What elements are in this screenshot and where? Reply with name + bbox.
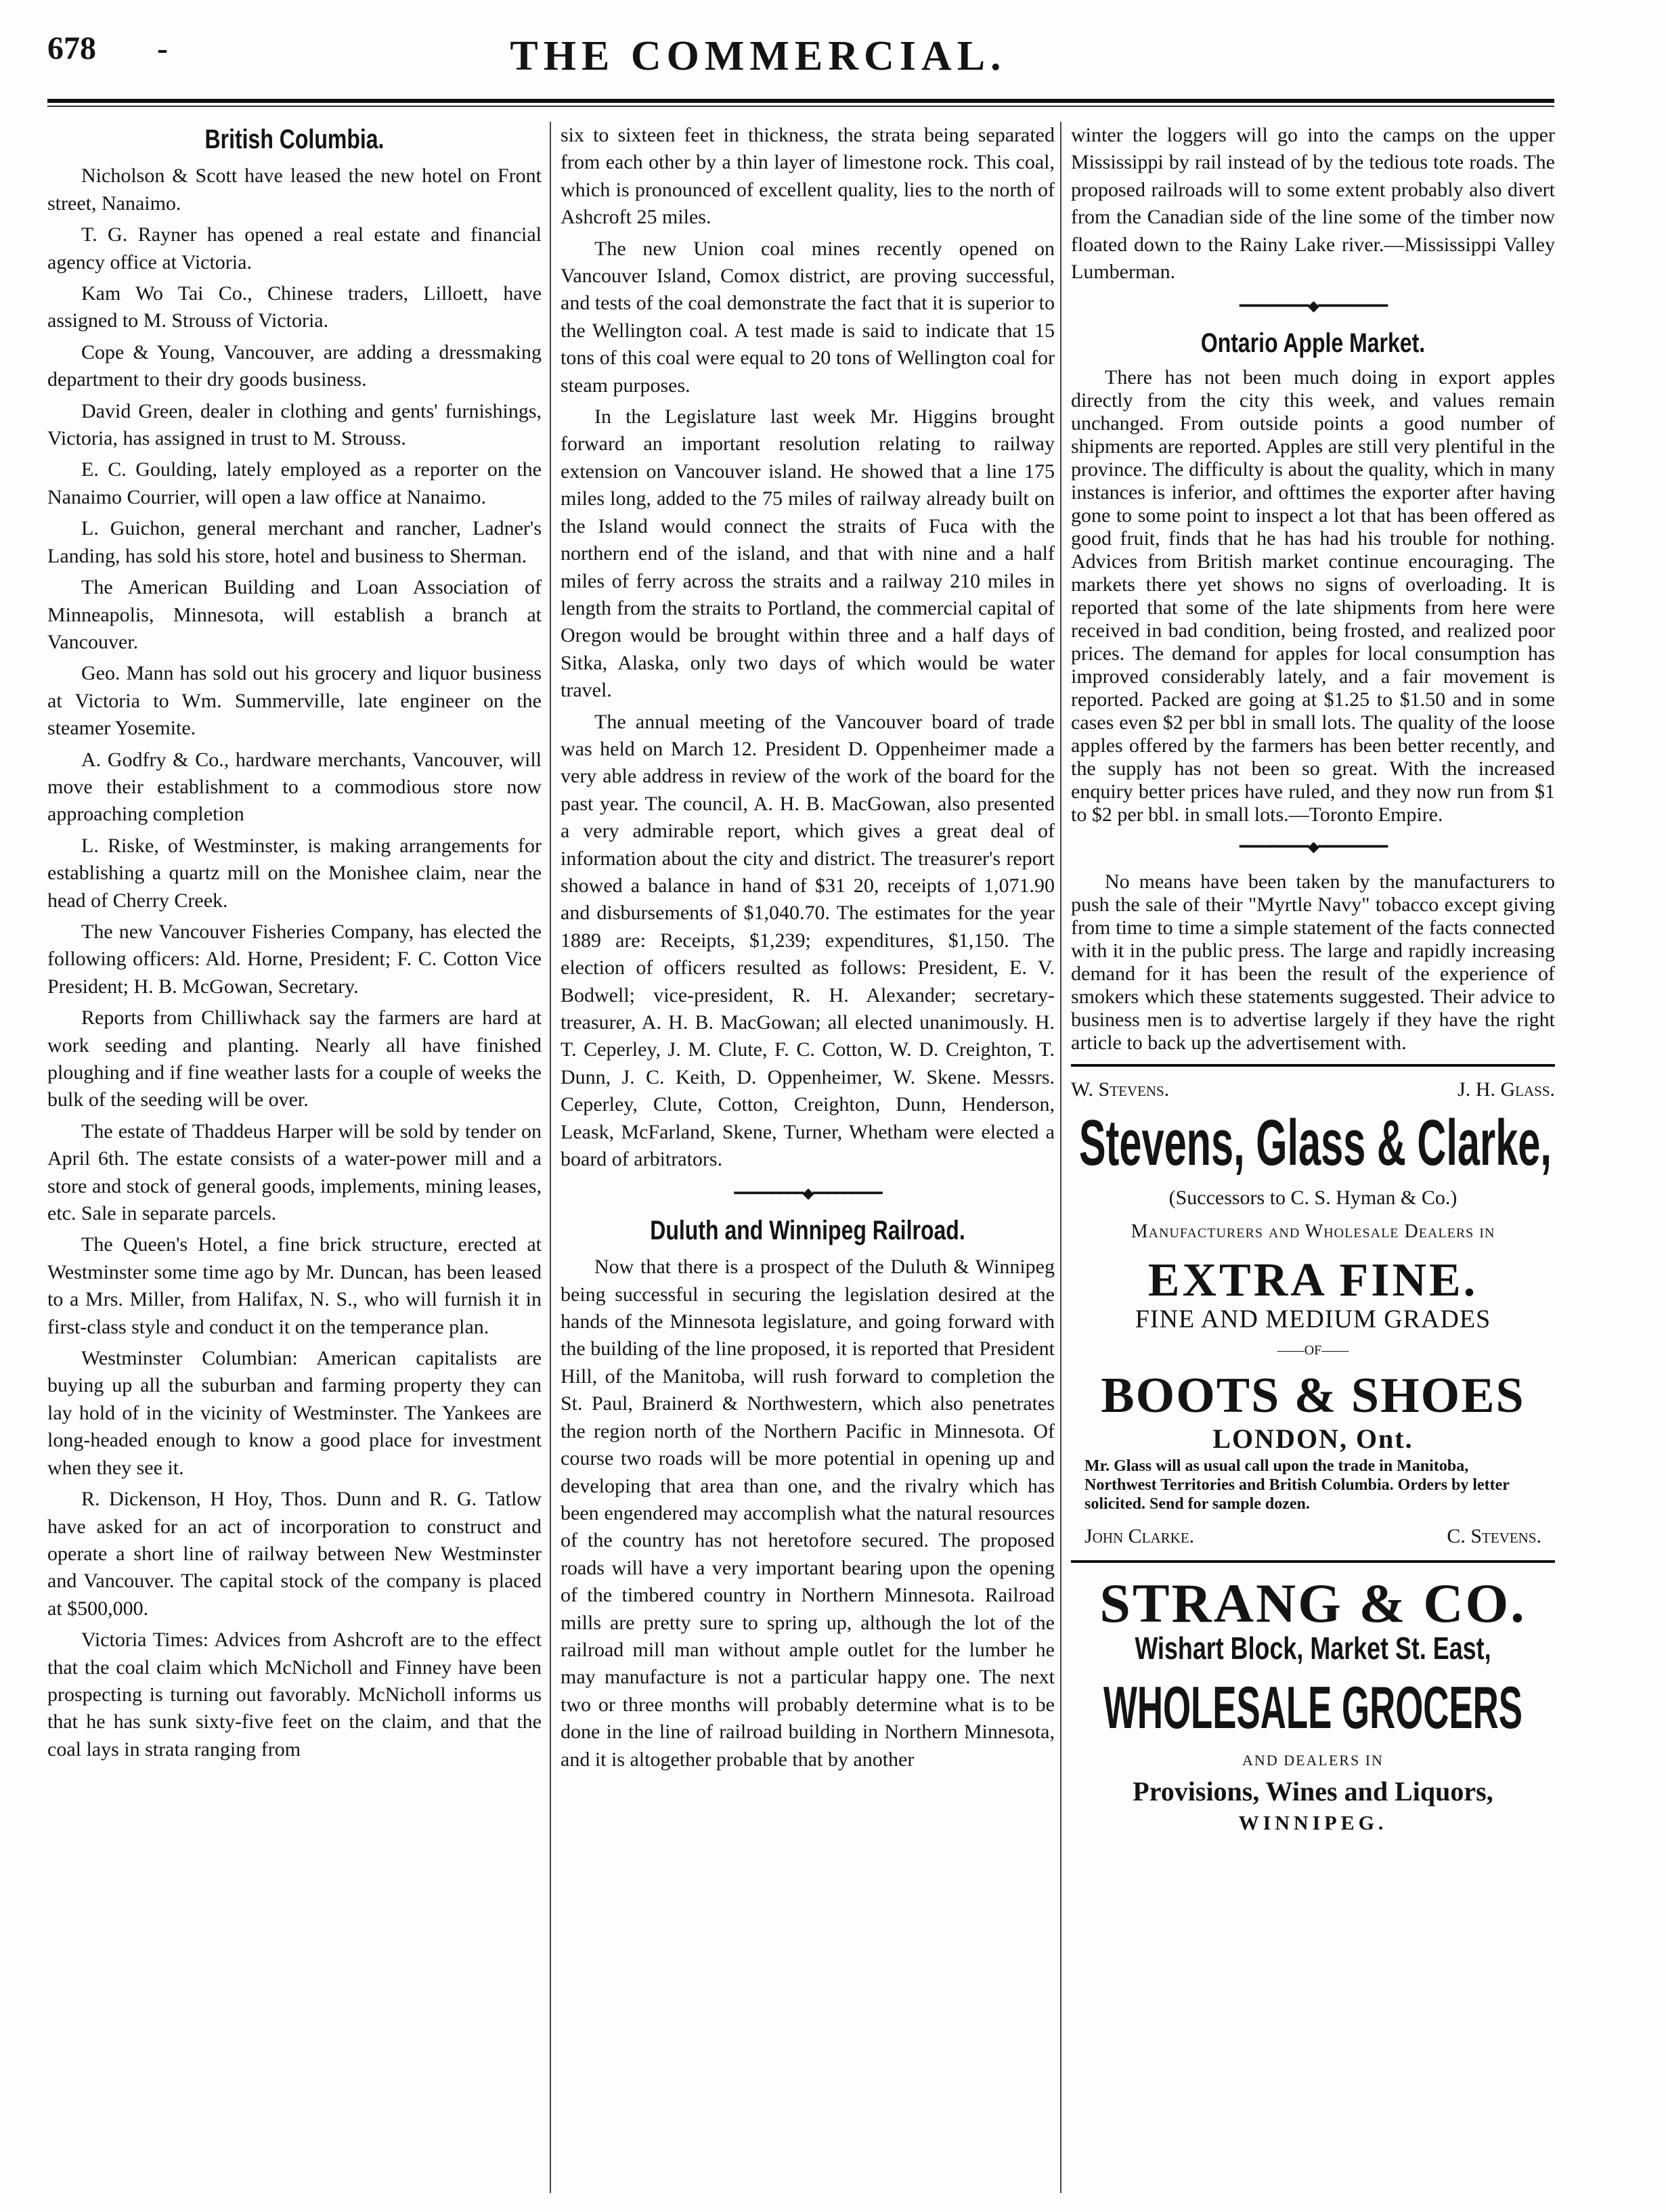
article-paragraph: The new Union coal mines recently opened on Vancouver Island, Comox district, are proving successful, and tests of the coal demonstrate the fact that it is superior to the Wellington coal. A test made is said to indicate that 15 tons of this coal were equal to 20 tons of Wellington coal for steam purposes. [561, 237, 1055, 397]
section-heading: Ontario Apple Market. [1200, 328, 1426, 358]
article-paragraph: Nicholson & Scott have leased the new hotel on Front street, Nanaimo. [47, 164, 542, 215]
article-paragraph: The annual meeting of the Vancouver board of trade was held on March 12. President D. Oppenheimer made a very able address in review of the work of the board for the past year. The council, A. H. B. MacGowan, also presented a very admirable report, which gives a great deal of information about the city and district. The treasurer's report showed a balance in hand of $31 20, receipts of 1,071.90 and disbursements of $1,040.70. The estimates for the year 1889 are: Receipts, $1,239; expenditures, $1,150. The election of officers resulted as follows: President, E. V. Bodwell; vice-president, R. H. Alexander; secretary-treasurer, A. H. B. MacGowan; all elected unanimously. H. T. Ceperley, J. M. Clute, F. C. Cotton, W. D. Creighton, T. Dunn, J. C. Keith, D. Oppenheimer, W. Skene. Messrs. Ceperley, Clute, Cotton, Creighton, Dunn, Henderson, Leask, McFarland, Skene, Turner, Whetham were elected a board of arbitrators. [561, 710, 1055, 1171]
ad-dealers: AND DEALERS IN [1242, 1751, 1384, 1769]
article-paragraph: No means have been taken by the manufacturers to push the sale of their "Myrtle Navy" tobacco except giving from time to time a simple statement of the facts connected with it in the public press. The large and rapidly increasing demand for it has been the result of the experience of smokers which these statements suggested. Their advice to business men is to advertise largely if they have the right article to back up the advertisement with. [1071, 870, 1555, 1054]
article-paragraph: winter the loggers will go into the camps on the upper Mississippi by rail instead of by the tedious tote roads. The proposed railroads will to some extent probably also divert from the Canadian side of the line some of the timber now floated down to the Rainy Lake river.—Mississippi Valley Lumberman. [1071, 124, 1555, 284]
ad-city: WINNIPEG. [1238, 1811, 1388, 1834]
section-ornament: ━━━━━━━━━◆━━━━━━━━━ [734, 1185, 881, 1202]
ad-successors: (Successors to C. S. Hyman & Co.) [1168, 1187, 1457, 1210]
article-paragraph: In the Legislature last week Mr. Higgins brought forward an important resolution relating to railway extension on Vancouver island. He showed that a line 175 miles long, added to the 75 miles of railway already built on the Island would connect the straits of Fuca with the northern end of the island, and that with nine and a half miles of ferry across the straits and a railway 210 miles in length from the straits to Portland, the commercial capital of Oregon would be brought within three and a half days of Sitka, Alaska, only two days of which would be water travel. [561, 405, 1055, 702]
article-paragraph: L. Riske, of Westminster, is making arrangements for establishing a quartz mill on the Monishee claim, near the head of Cherry Creek. [47, 834, 542, 912]
section-ornament: ━━━━━━━━━◆━━━━━━━━━ [1239, 838, 1387, 856]
article-paragraph: Now that there is a prospect of the Duluth & Winnipeg being successful in securing the legislation desired at the hands of the Minnesota legislature, and going forward with the building of the line proposed, it is reported that President Hill, of the Manitoba, will rush forward to completion the St. Paul, Brainerd & Northwestern, which also penetrates the region north of the Northern Pacific in Minnesota. Of course two roads will be more potential in opening up and developing that area than one, and the rivalry which has been engendered may accomplish what the natural resources of the country has not heretofore secured. The proposed roads will have a very important bearing upon the opening of the timbered country in Northern Minnesota. Railroad mills are pretty sure to spring up, although the lot of the railroad mill man without ample outlet for the lumber he may manufacture is not a particular happy one. The next two or three months will probably determine what is to be done in the line of railroad building in Northern Minnesota, and it is altogether probable that by another [561, 1256, 1055, 1771]
page-dash: - [157, 30, 168, 66]
ad-rule [1071, 1064, 1555, 1067]
article-paragraph: The American Building and Loan Association of Minneapolis, Minnesota, will establish a branch at Vancouver. [47, 576, 542, 653]
article-paragraph: Geo. Mann has sold out his grocery and liquor business at Victoria to Wm. Summerville, late engineer on the steamer Yosemite. [47, 662, 542, 740]
partner-name: C. Stevens. [1447, 1525, 1541, 1548]
article-paragraph: T. G. Rayner has opened a real estate and financial agency office at Victoria. [47, 223, 542, 273]
ad-grades: FINE AND MEDIUM GRADES [1135, 1304, 1491, 1333]
partner-row [1071, 1518, 1555, 1550]
article-paragraph: David Green, dealer in clothing and gents' furnishings, Victoria, has assigned in trust to M. Strouss. [47, 399, 542, 450]
section-heading: Duluth and Winnipeg Railroad. [650, 1215, 965, 1245]
article-paragraph: E. C. Goulding, lately employed as a reporter on the Nanaimo Courrier, will open a law office at Nanaimo. [47, 458, 542, 508]
ad-manufacturers: Manufacturers and Wholesale Dealers in [1131, 1221, 1495, 1243]
header-rule [47, 99, 1554, 103]
ad-address: Wishart Block, Market St. East, [1135, 1630, 1491, 1666]
partner-row [1071, 1076, 1555, 1103]
article-paragraph: The Queen's Hotel, a fine brick structure, erected at Westminster some time ago by Mr. Duncan, has been leased to a Mrs. Miller, from Halifax, N. S., who will furnish it in first-class style and conduct it on the temperance plan. [47, 1233, 542, 1338]
partner-name: John Clarke. [1084, 1525, 1195, 1548]
page-number: 678 [47, 30, 96, 66]
column-divider [1060, 122, 1061, 2193]
ad-of: ——OF—— [1277, 1343, 1349, 1358]
article-paragraph: Reports from Chilliwhack say the farmers are hard at work seeding and planting. Nearly all have finished ploughing and if fine weather lasts for a couple of weeks the bulk of the seeding will be over. [47, 1007, 542, 1111]
ad-london: LONDON, Ont. [1212, 1423, 1413, 1454]
ad-provisions: Provisions, Wines and Liquors, [1133, 1776, 1493, 1807]
column-1 [47, 122, 542, 1767]
ad-extra-fine: EXTRA FINE. [1147, 1254, 1478, 1306]
partner-name: W. Stevens. [1071, 1078, 1170, 1101]
ad-wholesale: WHOLESALE GROCERS [1103, 1673, 1522, 1741]
article-paragraph: Cope & Young, Vancouver, are adding a dressmaking department to their dry goods business. [47, 340, 542, 391]
ad-note: Mr. Glass will as usual call upon the trade in Manitoba, Northwest Territories and British Columbia. Orders by letter solicited. Send for sample dozen. [1084, 1457, 1510, 1513]
ad-rule [1071, 1560, 1555, 1563]
column-2 [561, 122, 1055, 1777]
article-paragraph: Westminster Columbian: American capitalists are buying up all the suburban and farming property they can lay hold of in the vicinity of Westminster. The Yankees are long-headed enough to know a good place for investment when they see it. [47, 1347, 542, 1479]
article-paragraph: There has not been much doing in export apples directly from the city this week, and values remain unchanged. From outside points a good number of shipments are reported. Apples are still very plentiful in the province. The difficulty is about the quality, which in many instances is inferior, and ofttimes the exporter after having gone to some point to inspect a lot that has been offered as good fruit, finds that he has had his trouble for nothing. Advices from British market continue encouraging. The markets there yet shows no signs of overloading. It is reported that some of the late shipments from here were received in bad condition, being frosted, and realized poor prices. The demand for apples for local consumption has improved considerably lately, and a fair movement is reported. Packed are going at $1.25 to $1.50 and in some cases even $2 per bbl in small lots. The quality of the loose apples offered by the farmers has been better recently, and the supply has not been so great. With the increased enquiry better prices have ruled, and they now run from $1 to $2 per bbl. in small lots.—Toronto Empire. [1071, 366, 1555, 826]
ad-boots-shoes: BOOTS & SHOES [1101, 1367, 1525, 1423]
article-paragraph: six to sixteen feet in thickness, the strata being separated from each other by a thin layer of limestone rock. This coal, which is pronounced of excellent quality, lies to the north of Ashcroft 25 miles. [561, 124, 1055, 229]
firm-name: Stevens, Glass & Clarke, [1078, 1107, 1552, 1180]
header-rule-thin [47, 106, 1554, 107]
ad-strang-firm: STRANG & CO. [1099, 1572, 1527, 1634]
article-paragraph: The new Vancouver Fisheries Company, has elected the following officers: Ald. Horne, President; F. C. Cotton Vice President; H. B. McGowan, Secretary. [47, 920, 542, 998]
advertisement-stevens-glass-clarke [1071, 1076, 1555, 1551]
column-divider [550, 122, 551, 2193]
column-3 [1071, 122, 1555, 1837]
advertisement-strang [1071, 1572, 1555, 1838]
article-paragraph: L. Guichon, general merchant and rancher, Ladner's Landing, has sold his store, hotel and business to Sherman. [47, 517, 542, 567]
article-paragraph: The estate of Thaddeus Harper will be sold by tender on April 6th. The estate consists of a water-power mill and a store and stock of general goods, implements, mining leases, etc. Sale in separate parcels. [47, 1120, 542, 1225]
section-ornament: ━━━━━━━━━◆━━━━━━━━━ [1239, 297, 1387, 315]
article-paragraph: Kam Wo Tai Co., Chinese traders, Lilloett, have assigned to M. Strouss of Victoria. [47, 282, 542, 332]
article-paragraph: Victoria Times: Advices from Ashcroft are to the effect that the coal claim which McNicholl and Finney have been prospecting is turning out favorably. McNicholl informs us that he has sunk sixty-five feet on the claim, and that the coal lays in strata ranging from [47, 1629, 542, 1761]
partner-name: J. H. Glass. [1457, 1078, 1555, 1101]
section-heading: British Columbia. [204, 125, 385, 154]
article-paragraph: A. Godfry & Co., hardware merchants, Vancouver, will move their establishment to a commodious store now approaching completion [47, 748, 542, 826]
masthead: THE COMMERCIAL. [510, 33, 1007, 79]
article-paragraph: R. Dickenson, H Hoy, Thos. Dunn and R. G. Tatlow have asked for an act of incorporation to construct and operate a short line of railway between New Westminster and Vancouver. The capital stock of the company is placed at $500,000. [47, 1488, 542, 1620]
